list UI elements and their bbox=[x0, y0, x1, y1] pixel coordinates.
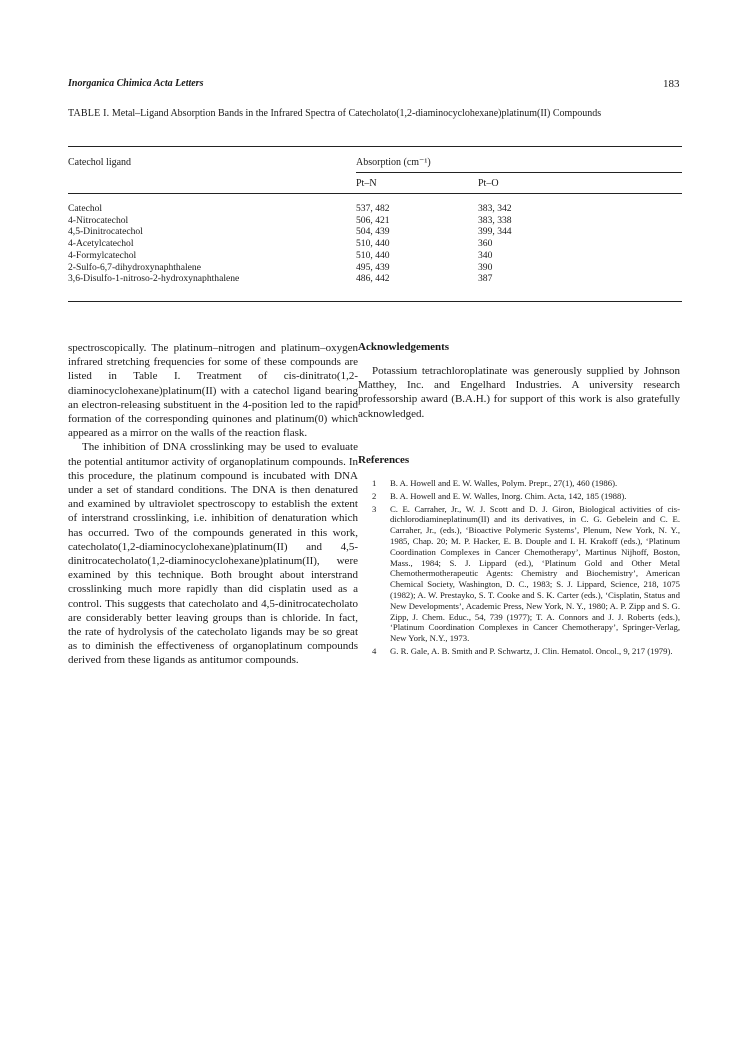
table-bottom-rule bbox=[68, 301, 682, 302]
reference-item bbox=[372, 491, 680, 502]
table-cell-pto: 340 bbox=[478, 249, 493, 261]
table-label: TABLE I. bbox=[68, 108, 110, 119]
table-row bbox=[68, 215, 688, 226]
table-row bbox=[68, 250, 688, 261]
reference-item bbox=[372, 504, 680, 644]
table-cell-ptn: 537, 482 bbox=[356, 203, 390, 214]
table-cell-pto: 399, 344 bbox=[478, 226, 512, 238]
table-cell-ligand: 2-Sulfo-6,7-dihydroxynaphthalene bbox=[68, 261, 201, 273]
table-cell-pto: 383, 338 bbox=[478, 214, 512, 226]
table-cell-pto: 360 bbox=[478, 238, 493, 250]
table-cell-ligand: Catechol bbox=[68, 203, 103, 214]
table-caption bbox=[68, 108, 684, 121]
table-cell-ptn: 506, 421 bbox=[356, 214, 390, 226]
table-cell-pto: 387 bbox=[478, 273, 493, 285]
table-cell-ligand: 4-Nitrocatechol bbox=[68, 214, 129, 226]
running-header-journal: Inorganica Chimica Acta Letters bbox=[68, 78, 204, 89]
table-row bbox=[68, 273, 688, 284]
reference-number: 1 bbox=[372, 478, 377, 488]
table-row bbox=[68, 238, 688, 249]
body-paragraph: spectroscopically. The platinum–nitrogen and platinum–oxygen infrared stretching frequencies for some of these compounds are listed in Table I. Treatment of cis-dinitrato(1,2-diaminocyclohexane)platinum(II) with a catechol ligand bearing an electron-releasing substituent in the 4-position led to the rapid formation of the corresponding quinones and platinum(0) which appeared as a mirror on the walls of the reaction flask. bbox=[68, 342, 358, 440]
table-header-rule bbox=[68, 193, 682, 194]
table-cell-ptn: 495, 439 bbox=[356, 261, 390, 273]
acknowledgements-text: Potassium tetrachloroplatinate was generously supplied by Johnson Matthey, Inc. and Engelhard Industries. A university research professorship award (B.A.H.) for support of this work is also gratefully acknowledged. bbox=[358, 365, 680, 420]
reference-text: B. A. Howell and E. W. Walles, Polym. Prepr., 27(1), 460 (1986). bbox=[390, 478, 618, 488]
table-header-ligand: Catechol ligand bbox=[68, 157, 132, 168]
body-paragraph: The inhibition of DNA crosslinking may be used to evaluate the potential antitumor activity of organoplatinum compounds. In this procedure, the platinum compound is incubated with DNA under a set of standard conditions. The DNA is then denatured and examined by ultraviolet spectroscopy to establish the extent of interstrand crosslinking, i.e. inhibition of denaturation which has occurred. Two of the compounds generated in this work, catecholato(1,2-diaminocyclohexane)platinum(II) and 4,5-dinitrocatecholato(1,2-diaminocyclohexane)platinum(II), were examined by this technique. Both brought about interstrand crosslinking much more rapidly than did cisplatin used as a control. This suggests that catecholato and 4,5-dinitrocatecholato are considerably better leaving groups than is chloride. In fact, the rate of hydrolysis of the catecholato ligands may be so great as to diminish the effectiveness of organoplatinum compounds derived from these ligands as antitumor compounds. bbox=[68, 441, 358, 667]
table-cell-ptn: 510, 440 bbox=[356, 238, 390, 250]
reference-text: C. E. Carraher, Jr., W. J. Scott and D. J. Giron, Biological activities of cis-dichlorodiamineplatinum(II) and its derivatives, in C. G. Gebelein and C. E. Carraher, Jr., (eds.), ‘Bioactive Polymeric Systems’, Plenum, New York, N. Y., 1985, Chap. 20; M. P. Hacker, E. B. Douple and I. H. Krakoff (eds.), ‘Platinum Coordination Complexes in Cancer Chemotherapy’, Martinus Nijhoff, Boston, Mass., 1984; S. J. Lippard (ed.), ‘Platinum Gold and Other Metal Chemothermotherapeutic Agents: Chemistry and Biochemistry’, American Chemical Society, Washington, D. C., 1983; S. J. Lippard, Science, 218, 1075 (1982); A. W. Prestayko, S. T. Cooke and S. K. Carter (eds.), ‘Cisplatin, Status and New Developments’, Academic Press, New York, N. Y., 1980; A. P. Zipp and S. G. Zipp, J. Chem. Educ., 54, 739 (1977); T. A. Connors and J. J. Roberts (eds.), ‘Platinum Coordination Complexes in Cancer Chemotherapy’, Springer-Verlag, New York, N.Y., 1973. bbox=[390, 503, 680, 644]
body-column-left bbox=[68, 341, 358, 668]
reference-item bbox=[372, 646, 680, 657]
table-top-rule bbox=[68, 146, 682, 147]
table-row bbox=[68, 203, 688, 214]
table-cell-pto: 383, 342 bbox=[478, 203, 512, 214]
table-row bbox=[68, 226, 688, 237]
reference-number: 3 bbox=[372, 503, 377, 514]
table-subheader-rule bbox=[356, 172, 682, 173]
reference-number: 4 bbox=[372, 645, 377, 656]
references-heading: References bbox=[358, 454, 410, 466]
table-header-ptn: Pt–N bbox=[356, 178, 377, 189]
table-cell-ptn: 486, 442 bbox=[356, 273, 390, 285]
table-cell-ligand: 4-Formylcatechol bbox=[68, 249, 137, 261]
reference-item bbox=[372, 478, 680, 489]
table-cell-ligand: 4,5-Dinitrocatechol bbox=[68, 226, 143, 238]
table-cell-ligand: 3,6-Disulfo-1-nitroso-2-hydroxynaphthalene bbox=[68, 273, 240, 285]
table-cell-ptn: 510, 440 bbox=[356, 249, 390, 261]
reference-list bbox=[372, 478, 680, 659]
table-caption-text: Metal–Ligand Absorption Bands in the Infrared Spectra of Catecholato(1,2-diaminocyclohexane)platinum(II) Compounds bbox=[111, 108, 602, 119]
table-cell-pto: 390 bbox=[478, 261, 493, 273]
page-number: 183 bbox=[663, 78, 680, 90]
reference-text: G. R. Gale, A. B. Smith and P. Schwartz, J. Clin. Hematol. Oncol., 9, 217 (1979). bbox=[390, 645, 673, 656]
table-header-pto: Pt–O bbox=[478, 178, 499, 189]
reference-text: B. A. Howell and E. W. Walles, Inorg. Chim. Acta, 142, 185 (1988). bbox=[390, 490, 627, 501]
reference-number: 2 bbox=[372, 490, 377, 501]
table-cell-ligand: 4-Acetylcatechol bbox=[68, 238, 134, 250]
table-row bbox=[68, 262, 688, 273]
table-cell-ptn: 504, 439 bbox=[356, 226, 390, 238]
table-header-absorption: Absorption (cm⁻¹) bbox=[356, 157, 431, 168]
acknowledgements-heading: Acknowledgements bbox=[358, 341, 450, 353]
